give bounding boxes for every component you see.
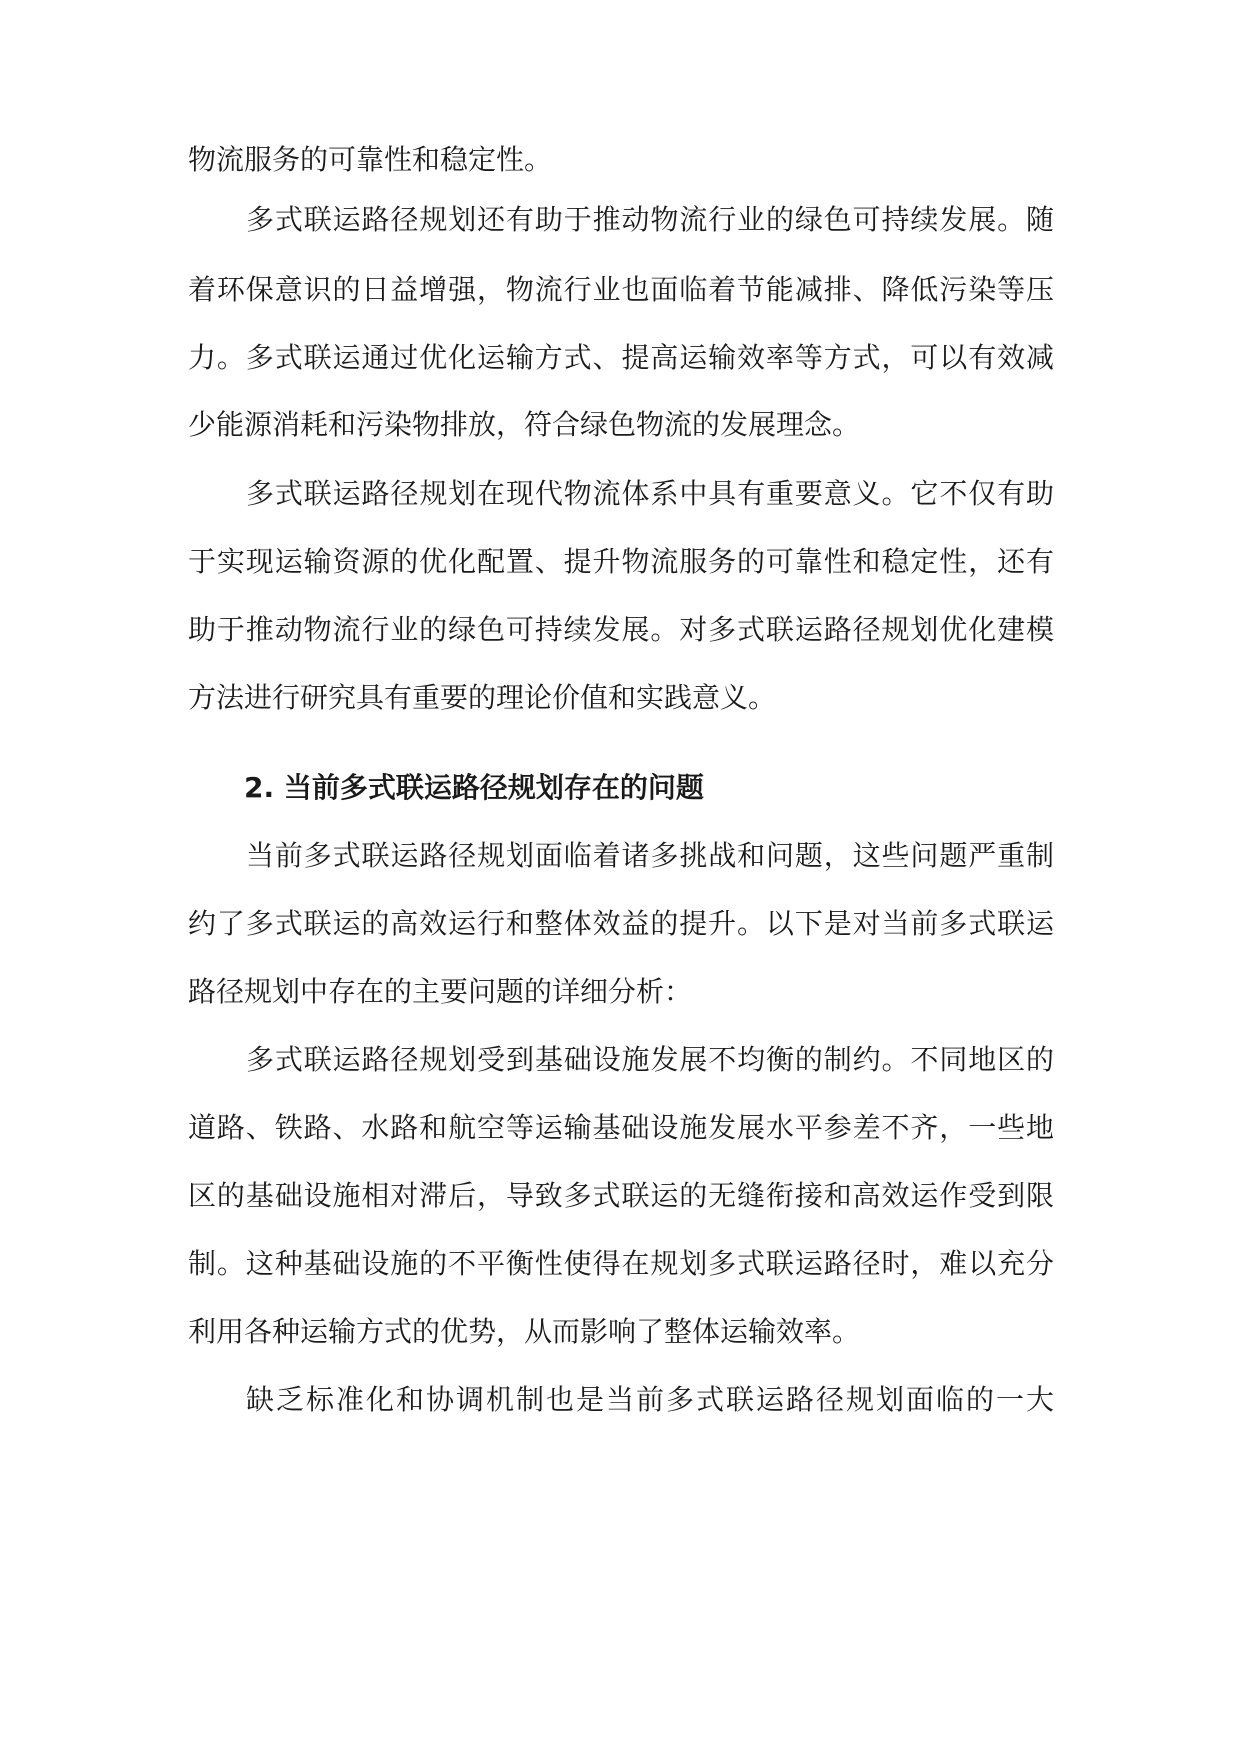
- text-line: 多式联运路径规划在现代物流体系中具有重要意义。它不仅有助: [246, 477, 1054, 510]
- text-line: 多式联运路径规划受到基础设施发展不均衡的制约。不同地区的: [246, 1043, 1054, 1076]
- text-line: 物流服务的可靠性和稳定性。: [188, 143, 553, 176]
- text-line: 利用各种运输方式的优势，从而影响了整体运输效率。: [188, 1315, 861, 1348]
- text-line: 道路、铁路、水路和航空等运输基础设施发展水平参差不齐，一些地: [188, 1111, 1054, 1144]
- section-heading: 2. 当前多式联运路径规划存在的问题: [244, 771, 704, 804]
- text-line: 当前多式联运路径规划面临着诸多挑战和问题，这些问题严重制: [246, 839, 1054, 872]
- text-line: 约了多式联运的高效运行和整体效益的提升。以下是对当前多式联运: [188, 907, 1054, 940]
- text-line: 路径规划中存在的主要问题的详细分析：: [188, 975, 693, 1008]
- text-line: 助于推动物流行业的绿色可持续发展。对多式联运路径规划优化建模: [188, 613, 1054, 646]
- text-line: 多式联运路径规划还有助于推动物流行业的绿色可持续发展。随: [246, 203, 1054, 236]
- text-line: 区的基础设施相对滞后，导致多式联运的无缝衔接和高效运作受到限: [188, 1179, 1054, 1212]
- text-line: 力。多式联运通过优化运输方式、提高运输效率等方式，可以有效减: [188, 341, 1054, 374]
- text-line: 方法进行研究具有重要的理论价值和实践意义。: [188, 681, 777, 714]
- text-line: 缺乏标准化和协调机制也是当前多式联运路径规划面临的一大: [246, 1383, 1054, 1416]
- text-line: 着环保意识的日益增强，物流行业也面临着节能减排、降低污染等压: [188, 273, 1054, 306]
- text-line: 于实现运输资源的优化配置、提升物流服务的可靠性和稳定性，还有: [188, 545, 1054, 578]
- text-line: 制。这种基础设施的不平衡性使得在规划多式联运路径时，难以充分: [188, 1247, 1054, 1280]
- text-line: 少能源消耗和污染物排放，符合绿色物流的发展理念。: [188, 408, 861, 441]
